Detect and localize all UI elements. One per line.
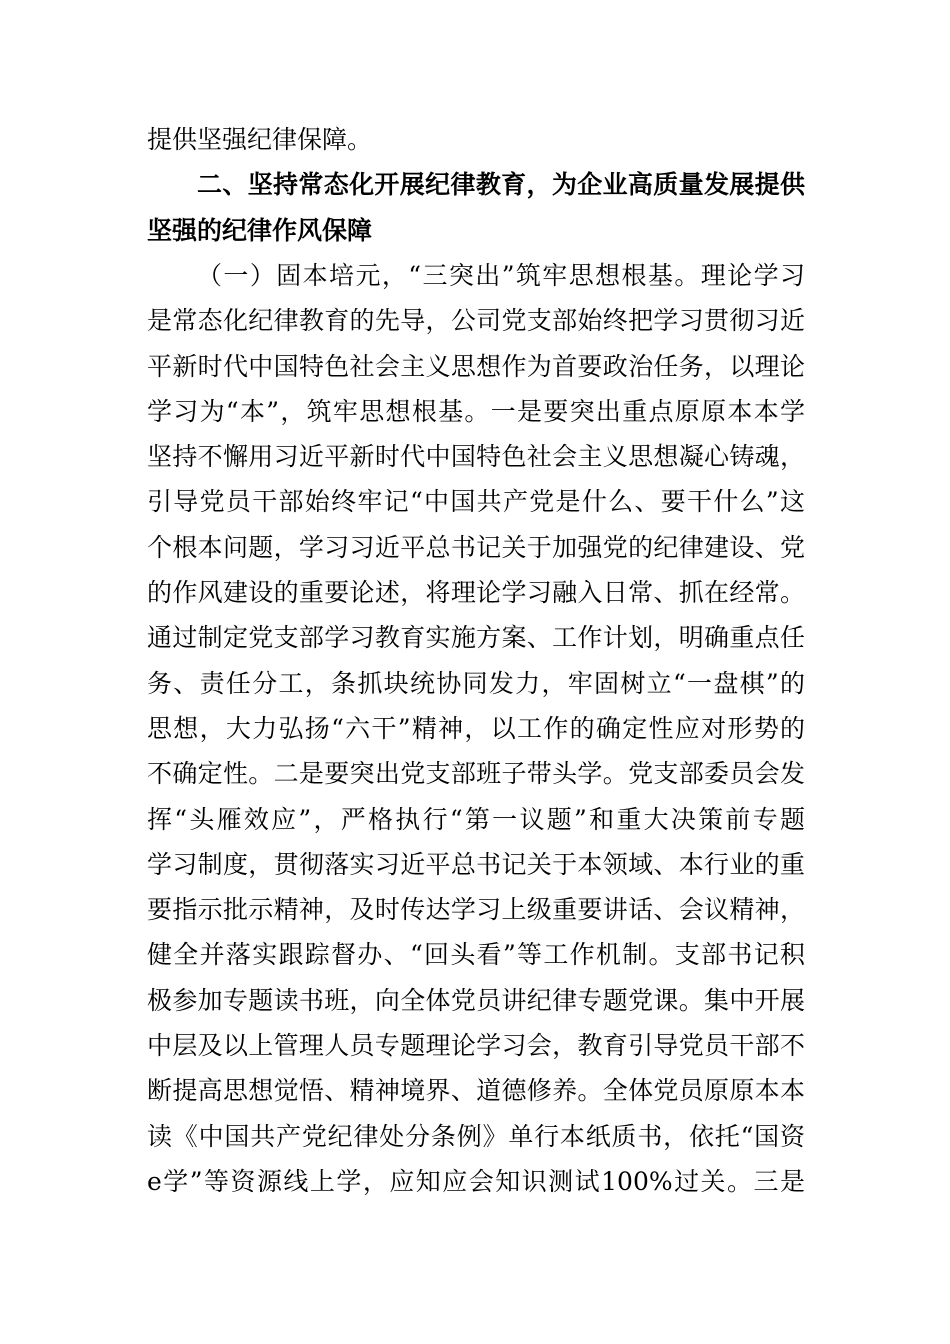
paragraph-line: 中层及以上管理人员专题理论学习会，教育引导党员干部不 bbox=[147, 1031, 805, 1060]
paragraph-line: 不确定性。二是要突出党支部班子带头学。党支部委员会发 bbox=[147, 759, 805, 789]
paragraph-line: 坚持不懈用习近平新时代中国特色社会主义思想凝心铸魂， bbox=[147, 442, 805, 472]
paragraph-line: 读《中国共产党纪律处分条例》单行本纸质书，依托“国资 bbox=[147, 1121, 805, 1151]
paragraph-line: 要指示批示精神，及时传达学习上级重要讲话、会议精神， bbox=[147, 895, 805, 925]
paragraph-line: 健全并落实跟踪督办、“回头看”等工作机制。支部书记积 bbox=[147, 940, 805, 970]
paragraph-line: 断提高思想觉悟、精神境界、道德修养。全体党员原原本本 bbox=[147, 1076, 805, 1106]
paragraph-line: 平新时代中国特色社会主义思想作为首要政治任务，以理论 bbox=[147, 351, 805, 381]
paragraph-line: 的作风建设的重要论述，将理论学习融入日常、抓在经常。 bbox=[147, 578, 805, 607]
paragraph-line: 提供坚强纪律保障。 bbox=[147, 125, 373, 154]
paragraph-line: 学习为“本”，筑牢思想根基。一是要突出重点原原本本学 bbox=[147, 396, 805, 426]
paragraph-line: 学习制度，贯彻落实习近平总书记关于本领域、本行业的重 bbox=[147, 849, 805, 879]
paragraph-line: e学”等资源线上学，应知应会知识测试100%过关。三是 bbox=[147, 1166, 805, 1196]
section-heading-line: 二、坚持常态化开展纪律教育，为企业高质量发展提供 bbox=[197, 170, 805, 200]
paragraph-line: 通过制定党支部学习教育实施方案、工作计划，明确重点任 bbox=[147, 623, 805, 653]
paragraph-line: 个根本问题，学习习近平总书记关于加强党的纪律建设、党 bbox=[147, 532, 805, 562]
paragraph-line: 极参加专题读书班，向全体党员讲纪律专题党课。集中开展 bbox=[147, 985, 805, 1015]
paragraph-line: 务、责任分工，条抓块统协同发力，牢固树立“一盘棋”的 bbox=[147, 668, 805, 698]
paragraph-line: 思想，大力弘扬“六干”精神，以工作的确定性应对形势的 bbox=[147, 713, 805, 743]
paragraph-line: （一）固本培元，“三突出”筑牢思想根基。理论学习 bbox=[197, 260, 805, 290]
paragraph-line: 引导党员干部始终牢记“中国共产党是什么、要干什么”这 bbox=[147, 487, 805, 517]
paragraph-line: 挥“头雁效应”，严格执行“第一议题”和重大决策前专题 bbox=[147, 804, 805, 834]
section-heading-line: 坚强的纪律作风保障 bbox=[147, 215, 373, 245]
paragraph-line: 是常态化纪律教育的先导，公司党支部始终把学习贯彻习近 bbox=[147, 306, 805, 336]
